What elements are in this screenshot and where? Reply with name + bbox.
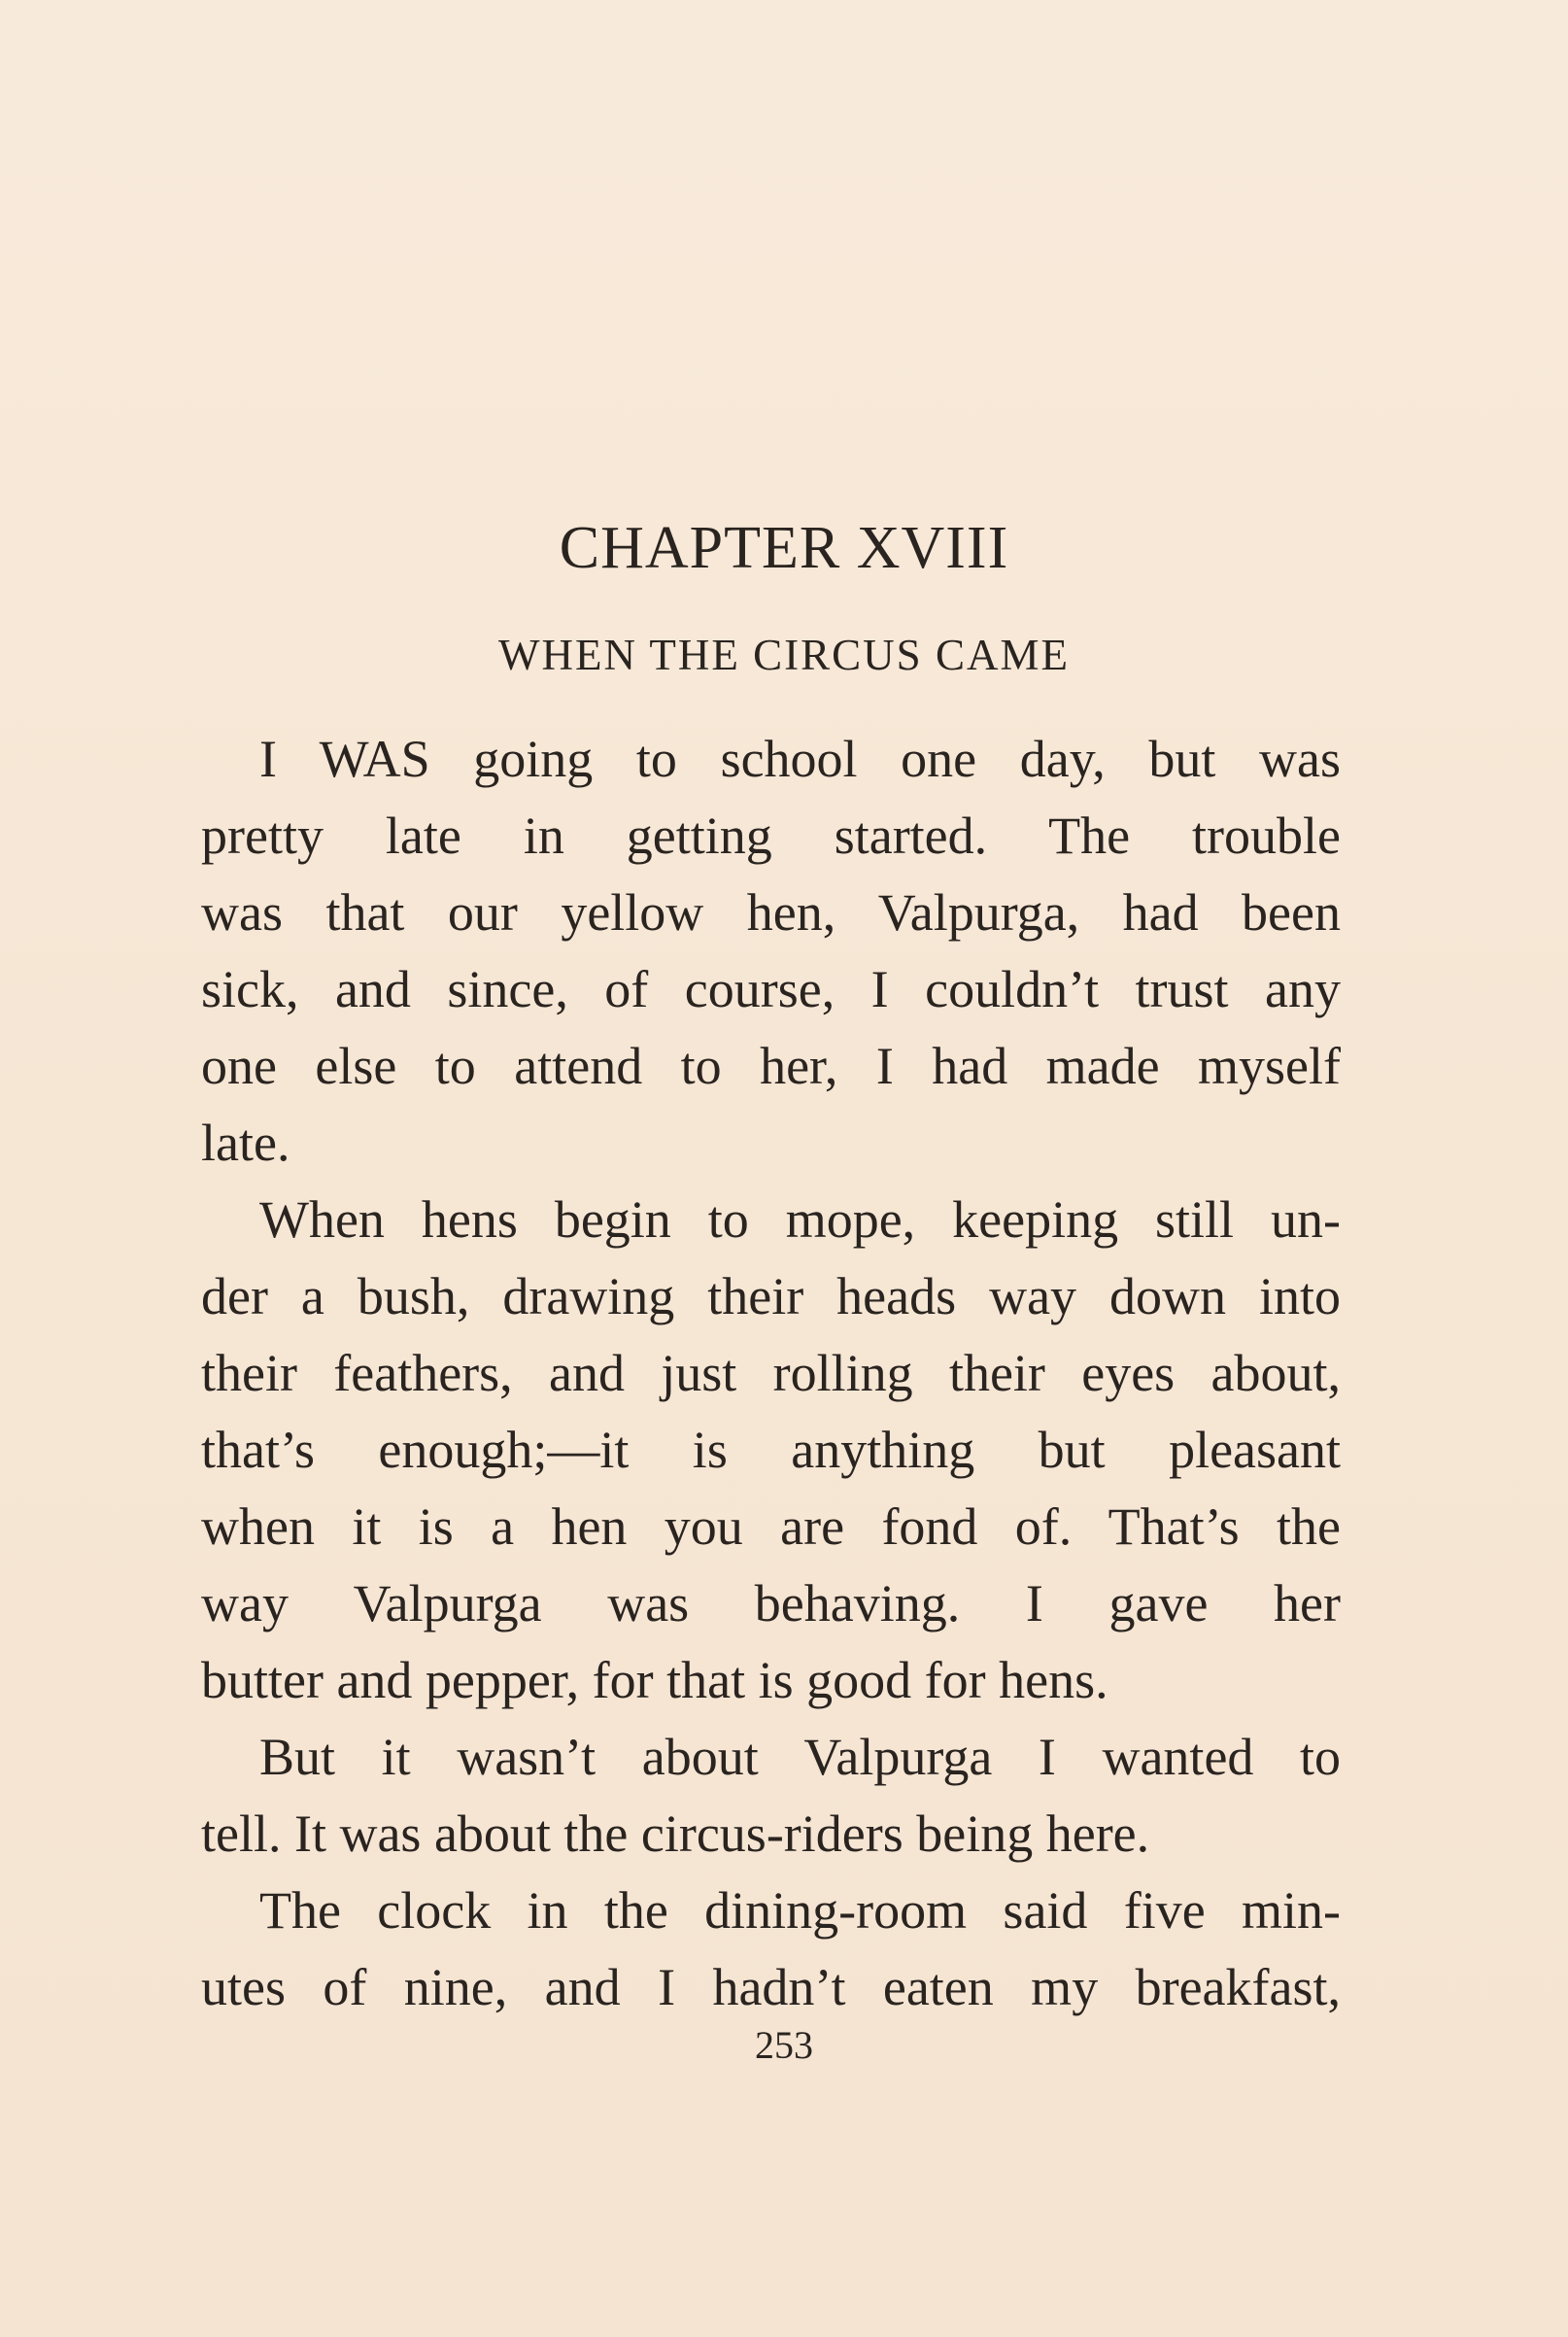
- text-line: pretty late in getting started. The trouble: [201, 807, 1341, 865]
- text-line: tell. It was about the circus-riders being here.: [201, 1804, 1150, 1863]
- text-line: way Valpurga was behaving. I gave her: [201, 1574, 1341, 1632]
- text-line: one else to attend to her, I had made myself: [201, 1037, 1341, 1095]
- text-line: butter and pepper, for that is good for hens.: [201, 1651, 1108, 1709]
- text-line: that’s enough;—it is anything but pleasant: [201, 1421, 1341, 1479]
- text-line: when it is a hen you are fond of. That’s the: [201, 1497, 1341, 1556]
- text-line: was that our yellow hen, Valpurga, had been: [201, 883, 1341, 942]
- body-text: [201, 721, 1341, 2026]
- text-line: utes of nine, and I hadn’t eaten my breakfast,: [201, 1958, 1341, 2016]
- text-line: their feathers, and just rolling their eyes about,: [201, 1344, 1341, 1402]
- chapter-subtitle: WHEN THE CIRCUS CAME: [498, 631, 1070, 679]
- text-line: sick, and since, of course, I couldn’t trust any: [201, 960, 1341, 1018]
- text-line: der a bush, drawing their heads way down into: [201, 1267, 1341, 1325]
- text-line: late.: [201, 1114, 290, 1172]
- chapter-heading: CHAPTER XVIII: [559, 515, 1009, 581]
- text-line: I WAS going to school one day, but was: [259, 730, 1341, 788]
- text-line: When hens begin to mope, keeping still un-: [259, 1190, 1341, 1249]
- text-line: But it wasn’t about Valpurga I wanted to: [259, 1728, 1341, 1786]
- text-line: The clock in the dining-room said five min-: [259, 1881, 1341, 1940]
- page-number: 253: [755, 2023, 813, 2067]
